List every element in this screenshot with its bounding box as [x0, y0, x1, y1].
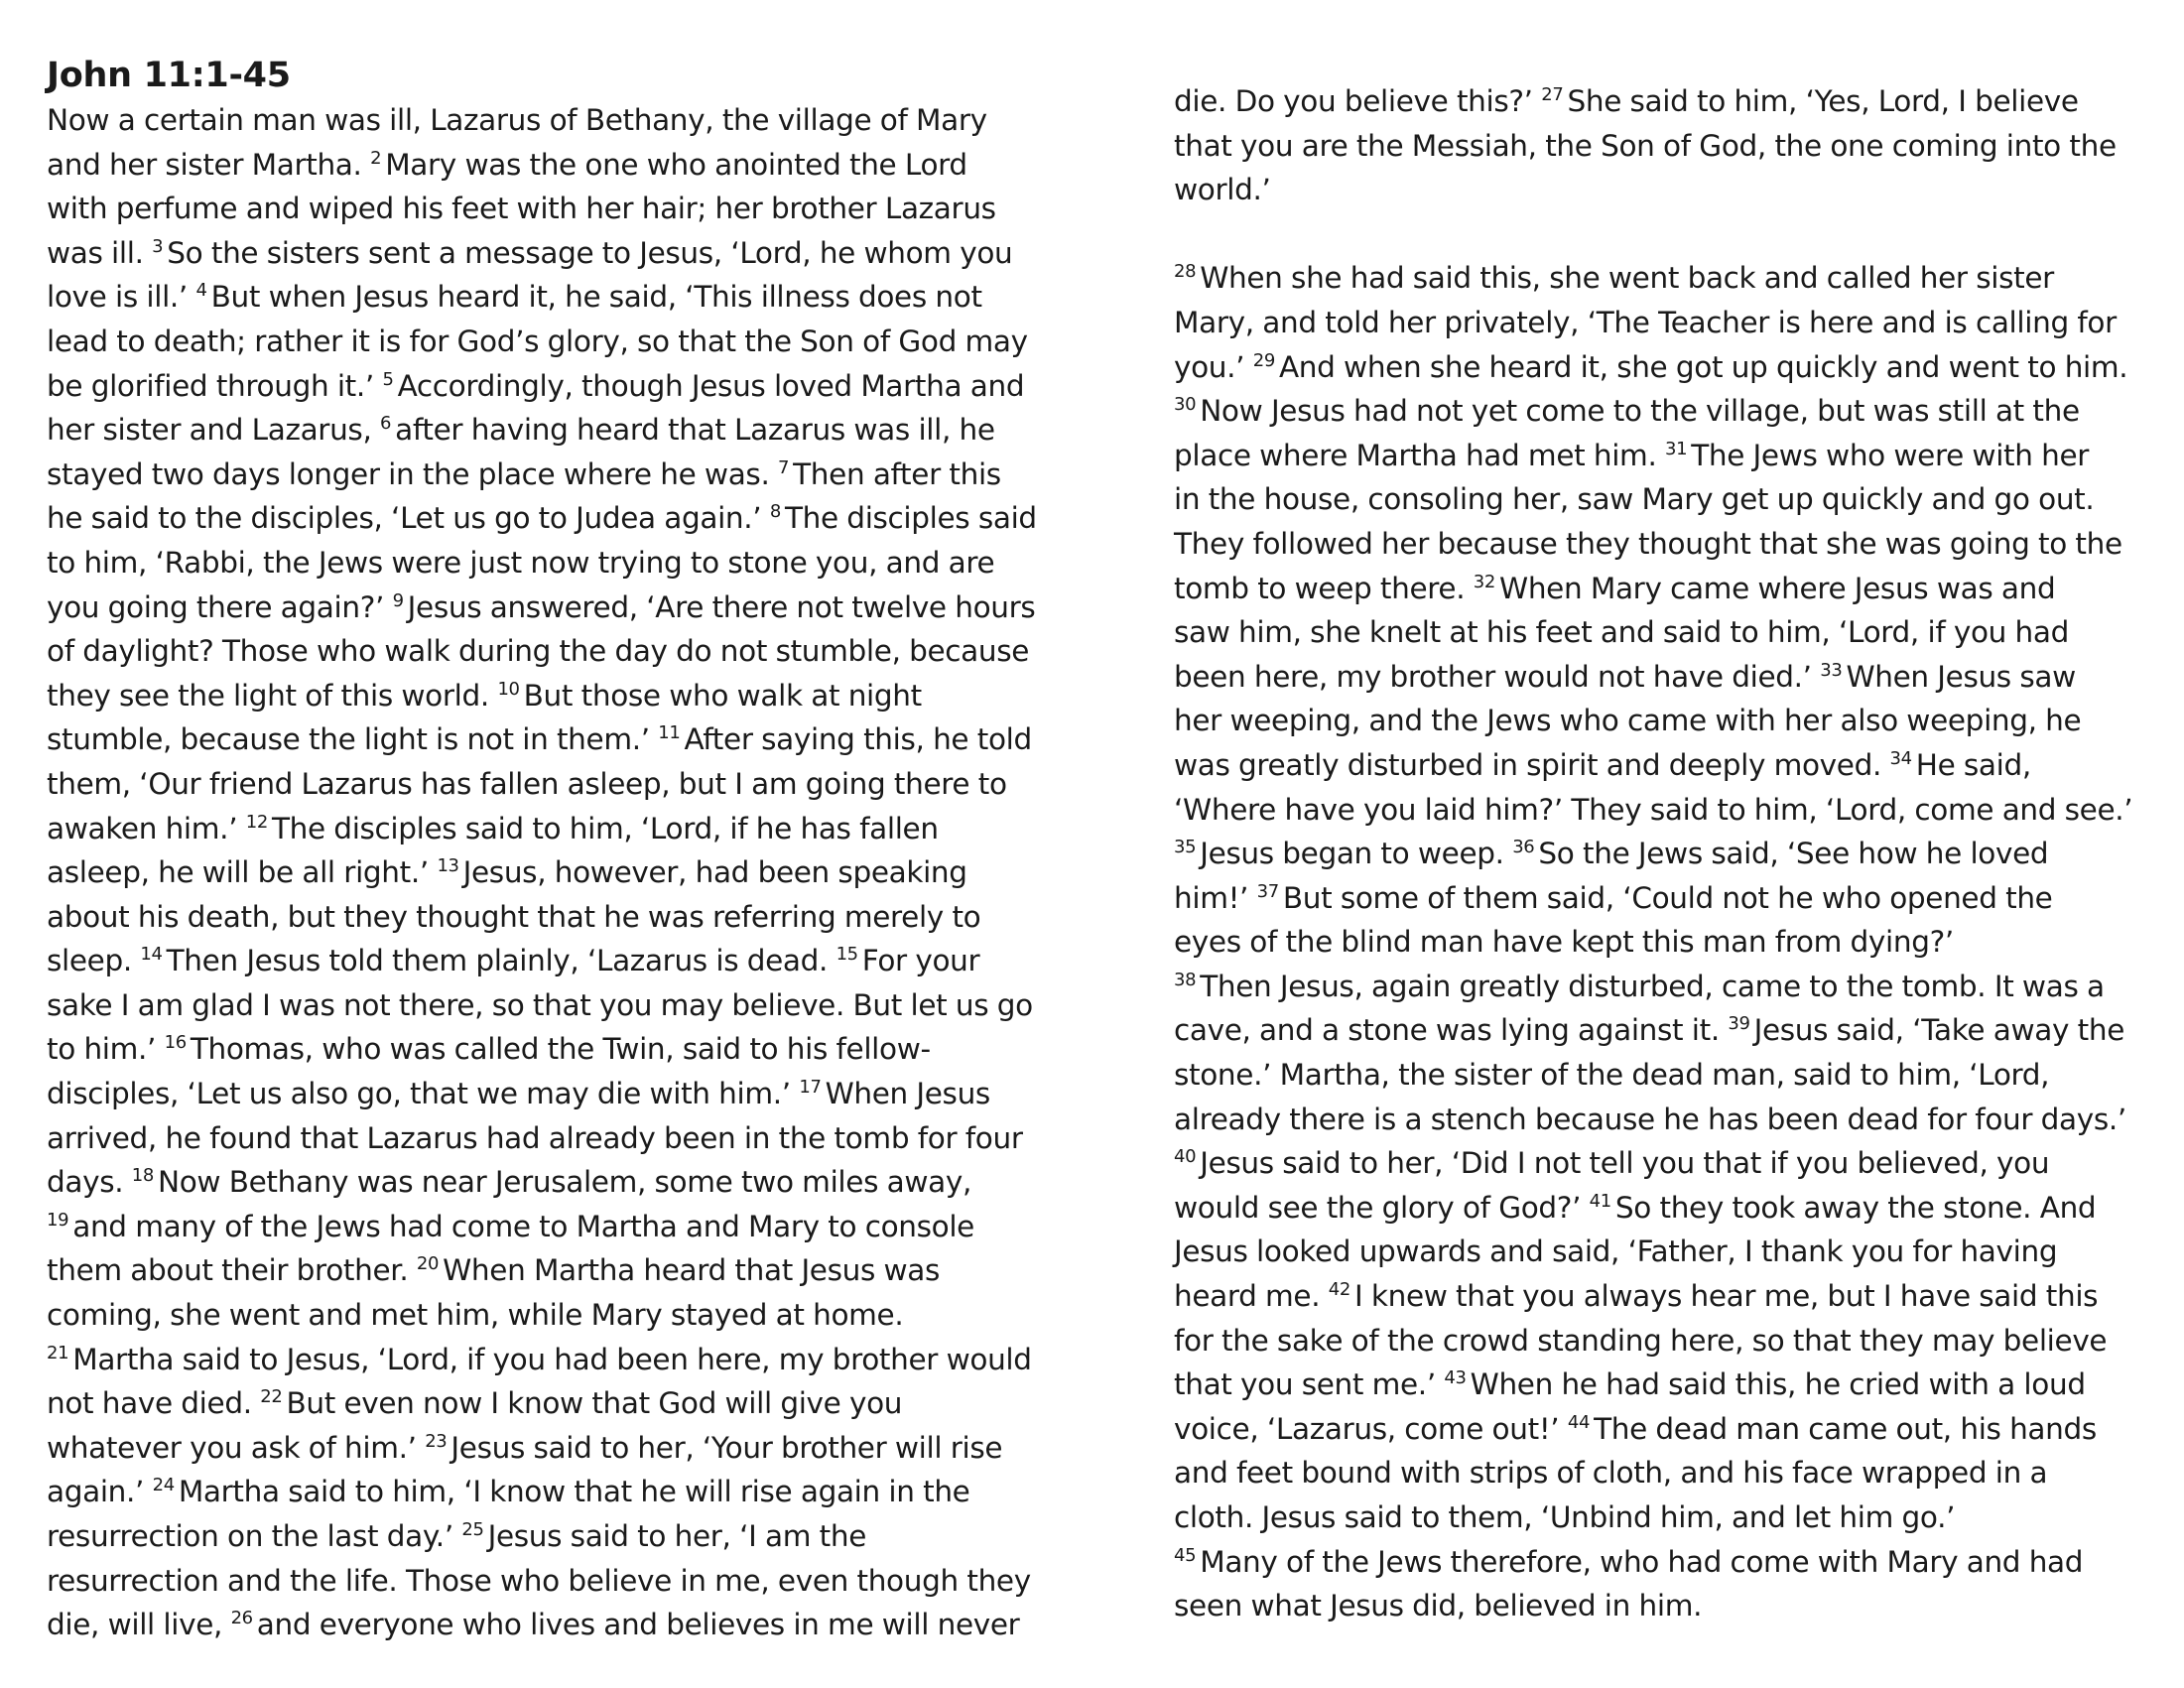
- verse-number: 27: [1541, 84, 1564, 105]
- verse-text: Many of the Jews therefore, who had come with Mary and had: [1200, 1544, 2084, 1579]
- verse-number: 21: [47, 1342, 69, 1363]
- text-line: [1174, 743, 2132, 788]
- verse-text: Now Bethany was near Jerusalem, some two miles away,: [158, 1165, 971, 1200]
- verse-text: She said to him, ‘Yes, Lord, I believe: [1567, 84, 2079, 118]
- verse-text: of daylight? Those who walk during the day do not stumble, because: [47, 634, 1030, 669]
- right-column: [1174, 79, 2132, 1628]
- verse-text: about his death, but they thought that he was referring merely to: [47, 899, 981, 934]
- verse-text: die, will live,: [47, 1608, 231, 1642]
- verse-text: I knew that you always hear me, but I have said this: [1354, 1279, 2099, 1314]
- verse-text: her sister and Lazarus,: [47, 413, 381, 448]
- verse-text: The disciples said to him, ‘Lord, if he has fallen: [271, 811, 939, 845]
- verse-number: 10: [497, 678, 520, 700]
- verse-number: 30: [1174, 394, 1197, 416]
- verse-text: When Martha heard that Jesus was: [443, 1253, 941, 1288]
- text-line: [1174, 567, 2132, 611]
- verse-text: coming, she went and met him, while Mary stayed at home.: [47, 1298, 904, 1333]
- verse-number: 39: [1728, 1013, 1750, 1035]
- text-line: [47, 939, 1037, 983]
- verse-text: to him, ‘Rabbi, the Jews were just now trying to stone you, and are: [47, 545, 995, 580]
- verse-text: was ill.: [47, 235, 153, 270]
- verse-text: again.’: [47, 1475, 153, 1509]
- verse-text: would see the glory of God?’: [1174, 1190, 1590, 1225]
- text-line: [47, 364, 1037, 409]
- text-line: [1174, 788, 2132, 833]
- text-line: [1174, 256, 2132, 301]
- verse-number: 2: [370, 147, 382, 169]
- text-line: [47, 1116, 1037, 1161]
- verse-text: and feet bound with strips of cloth, and his face wrapped in a: [1174, 1456, 2048, 1491]
- text-line: [47, 98, 1037, 143]
- verse-text: with perfume and wiped his feet with her hair; her brother Lazarus: [47, 192, 996, 226]
- verse-text: Jesus began to weep.: [1200, 837, 1513, 871]
- text-line: [47, 1514, 1037, 1559]
- verse-number: 8: [769, 501, 781, 523]
- text-line: [1174, 876, 2132, 921]
- paragraph-gap: [1174, 212, 2132, 257]
- verse-text: they see the light of this world.: [47, 678, 498, 713]
- verse-number: 4: [195, 280, 207, 302]
- verse-text: Martha said to him, ‘I know that he will rise again in the: [178, 1475, 970, 1509]
- text-line: [1174, 434, 2132, 478]
- verse-text: for the sake of the crowd standing here, so that they may believe: [1174, 1323, 2108, 1358]
- verse-text: not have died.: [47, 1386, 261, 1421]
- text-line: [47, 1338, 1037, 1382]
- verse-text: But those who walk at night: [523, 678, 922, 713]
- verse-text: in the house, consoling her, saw Mary get up quickly and go out.: [1174, 482, 2095, 517]
- text-line: [47, 275, 1037, 320]
- text-line: [1174, 920, 2132, 965]
- verse-text: Now Jesus had not yet come to the village, but was still at the: [1200, 394, 2080, 429]
- text-line: [47, 629, 1037, 674]
- verse-text: voice, ‘Lazarus, come out!’: [1174, 1411, 1568, 1446]
- verse-text: you.’: [1174, 349, 1253, 384]
- text-line: [1174, 1053, 2132, 1098]
- verse-number: 42: [1328, 1279, 1350, 1301]
- verse-text: place where Martha had met him.: [1174, 438, 1665, 472]
- verse-text: days.: [47, 1165, 132, 1200]
- verse-text: heard me.: [1174, 1279, 1329, 1314]
- verse-text: resurrection and the life. Those who believe in me, even though they: [47, 1563, 1031, 1598]
- verse-text: ‘Where have you laid him?’ They said to him, ‘Lord, come and see.’: [1174, 792, 2133, 827]
- text-line: [47, 1426, 1037, 1471]
- verse-text: whatever you ask of him.’: [47, 1430, 426, 1465]
- verse-number: 44: [1567, 1411, 1591, 1433]
- text-line: [47, 674, 1037, 718]
- text-line: [1174, 124, 2132, 169]
- text-line: [1174, 1319, 2132, 1363]
- verse-number: 35: [1174, 837, 1197, 858]
- passage-title: John 11:1-45: [47, 56, 291, 95]
- text-line: [47, 1027, 1037, 1072]
- verse-text: The dead man came out, his hands: [1594, 1411, 2097, 1446]
- verse-text: Mary was the one who anointed the Lord: [385, 147, 967, 182]
- text-line: [1174, 1141, 2132, 1186]
- verse-number: 19: [47, 1209, 69, 1231]
- text-line: [47, 231, 1037, 276]
- text-line: [1174, 1230, 2132, 1274]
- verse-text: When she had said this, she went back and called her sister: [1200, 261, 2054, 296]
- text-line: [47, 541, 1037, 585]
- text-line: [1174, 389, 2132, 434]
- verse-text: lead to death; rather it is for God’s glory, so that the Son of God may: [47, 324, 1028, 358]
- verse-text: When Jesus saw: [1846, 659, 2076, 694]
- verse-text: sake I am glad I was not there, so that you may believe. But let us go: [47, 987, 1033, 1022]
- verse-text: stone.’ Martha, the sister of the dead man, said to him, ‘Lord,: [1174, 1058, 2050, 1093]
- text-line: [1174, 168, 2132, 212]
- text-line: [1174, 1495, 2132, 1540]
- verse-text: Then Jesus, again greatly disturbed, came to the tomb. It was a: [1200, 969, 2105, 1003]
- verse-text: Then Jesus told them plainly, ‘Lazarus is dead.: [166, 944, 836, 978]
- text-line: [1174, 477, 2132, 522]
- verse-number: 16: [164, 1032, 187, 1054]
- verse-number: 13: [437, 855, 459, 877]
- text-line: [47, 1293, 1037, 1338]
- text-line: [47, 496, 1037, 541]
- verse-text: And when she heard it, she got up quickly and went to him.: [1278, 349, 2128, 384]
- text-line: [47, 1072, 1037, 1116]
- verse-text: asleep, he will be all right.’: [47, 855, 438, 890]
- verse-text: So the Jews said, ‘See how he loved: [1538, 837, 2049, 871]
- verse-text: resurrection on the last day.’: [47, 1519, 462, 1553]
- verse-text: die. Do you believe this?’: [1174, 84, 1542, 118]
- verse-text: Martha said to Jesus, ‘Lord, if you had been here, my brother would: [72, 1342, 1032, 1376]
- verse-text: them about their brother.: [47, 1253, 417, 1288]
- verse-text: he said to the disciples, ‘Let us go to Judea again.’: [47, 501, 770, 536]
- verse-number: 33: [1820, 659, 1843, 681]
- text-line: [47, 585, 1037, 630]
- verse-text: Jesus said to her, ‘Your brother will rise: [450, 1430, 1003, 1465]
- text-line: [1174, 610, 2132, 655]
- text-line: [47, 1470, 1037, 1514]
- text-line: [1174, 1008, 2132, 1053]
- text-line: [1174, 655, 2132, 700]
- verse-number: 7: [778, 456, 790, 478]
- verse-text: But some of them said, ‘Could not he who opened the: [1282, 880, 2053, 915]
- verse-number: 20: [416, 1253, 440, 1275]
- verse-number: 6: [380, 413, 392, 435]
- text-line: [1174, 1274, 2132, 1319]
- verse-number: 22: [260, 1386, 283, 1408]
- verse-text: tomb to weep there.: [1174, 571, 1474, 605]
- verse-number: 26: [230, 1608, 253, 1629]
- verse-text: He said,: [1915, 747, 2031, 782]
- verse-number: 29: [1252, 349, 1275, 371]
- verse-number: 9: [392, 589, 404, 611]
- verse-text: love is ill.’: [47, 280, 196, 315]
- verse-number: 14: [140, 944, 163, 966]
- verse-number: 25: [461, 1519, 484, 1540]
- verse-number: 31: [1665, 438, 1688, 459]
- verse-number: 38: [1174, 969, 1197, 990]
- text-line: [1174, 965, 2132, 1009]
- verse-text: They followed her because they thought that she was going to the: [1174, 526, 2122, 561]
- verse-text: arrived, he found that Lazarus had already been in the tomb for four: [47, 1120, 1023, 1155]
- verse-text: But even now I know that God will give you: [286, 1386, 903, 1421]
- verse-number: 36: [1512, 837, 1535, 858]
- text-line: [47, 320, 1037, 364]
- text-line: [1174, 832, 2132, 876]
- verse-text: But when Jesus heard it, he said, ‘This illness does not: [210, 280, 982, 315]
- text-line: [1174, 301, 2132, 345]
- verse-number: 34: [1889, 747, 1912, 769]
- verse-number: 41: [1589, 1190, 1611, 1212]
- verse-number: 43: [1444, 1367, 1467, 1389]
- text-line: [47, 1381, 1037, 1426]
- verse-text: and everyone who lives and believes in me will never: [256, 1608, 1020, 1642]
- verse-text: The Jews who were with her: [1691, 438, 2090, 472]
- verse-text: Thomas, who was called the Twin, said to his fellow-: [190, 1032, 931, 1067]
- verse-text: already there is a stench because he has been dead for four days.’: [1174, 1102, 2126, 1136]
- verse-text: disciples, ‘Let us also go, that we may die with him.’: [47, 1077, 800, 1111]
- verse-text: Jesus answered, ‘Are there not twelve hours: [407, 589, 1036, 624]
- verse-text: him!’: [1174, 880, 1257, 915]
- verse-text: Then after this: [793, 456, 1001, 491]
- text-line: [1174, 699, 2132, 743]
- verse-text: Mary, and told her privately, ‘The Teacher is here and is calling for: [1174, 305, 2117, 339]
- verse-number: 40: [1174, 1146, 1197, 1168]
- verse-text: So the sisters sent a message to Jesus, ‘Lord, he whom you: [167, 235, 1013, 270]
- text-line: [47, 807, 1037, 851]
- verse-text: that you sent me.’: [1174, 1367, 1445, 1402]
- verse-number: 5: [382, 368, 394, 390]
- verse-number: 15: [835, 944, 858, 966]
- verse-number: 28: [1174, 261, 1197, 283]
- text-line: [47, 1559, 1037, 1604]
- verse-text: stumble, because the light is not in them.’: [47, 722, 659, 757]
- verse-text: The disciples said: [784, 501, 1037, 536]
- text-line: [1174, 345, 2132, 390]
- verse-text: and many of the Jews had come to Martha and Mary to console: [72, 1209, 974, 1243]
- verse-text: When Mary came where Jesus was and: [1499, 571, 2056, 605]
- verse-text: her weeping, and the Jews who came with her also weeping, he: [1174, 704, 2082, 738]
- verse-text: After saying this, he told: [684, 722, 1032, 757]
- text-line: [47, 983, 1037, 1028]
- verse-text: Jesus looked upwards and said, ‘Father, I thank you for having: [1174, 1234, 2058, 1269]
- text-line: [47, 453, 1037, 497]
- text-line: [1174, 522, 2132, 567]
- verse-text: cloth. Jesus said to them, ‘Unbind him, and let him go.’: [1174, 1500, 1956, 1534]
- verse-text: you going there again?’: [47, 589, 393, 624]
- text-line: [47, 143, 1037, 188]
- verse-number: 3: [152, 235, 164, 257]
- verse-text: For your: [861, 944, 980, 978]
- verse-number: 12: [245, 811, 268, 833]
- text-line: [1174, 1363, 2132, 1407]
- text-line: [47, 187, 1037, 231]
- verse-text: stayed two days longer in the place where he was.: [47, 456, 779, 491]
- verse-text: Jesus, however, had been speaking: [462, 855, 967, 890]
- verse-text: to him.’: [47, 1032, 165, 1067]
- verse-text: been here, my brother would not have died.’: [1174, 659, 1821, 694]
- verse-text: When he had said this, he cried with a loud: [1470, 1367, 2086, 1402]
- left-column: [47, 98, 1037, 1647]
- verse-text: So they took away the stone. And: [1614, 1190, 2097, 1225]
- text-line: [1174, 1584, 2132, 1628]
- text-line: [1174, 1540, 2132, 1585]
- text-line: [47, 1248, 1037, 1293]
- text-line: [47, 895, 1037, 940]
- text-line: [47, 1160, 1037, 1205]
- verse-text: them, ‘Our friend Lazarus has fallen asleep, but I am going there to: [47, 766, 1007, 801]
- text-line: [47, 850, 1037, 895]
- text-line: [47, 1205, 1037, 1249]
- verse-text: Now a certain man was ill, Lazarus of Bethany, the village of Mary: [47, 103, 987, 137]
- verse-text: Jesus said to her, ‘I am the: [487, 1519, 866, 1553]
- verse-text: cave, and a stone was lying against it.: [1174, 1013, 1729, 1048]
- verse-number: 17: [799, 1077, 822, 1099]
- verse-number: 45: [1174, 1544, 1197, 1566]
- text-line: [47, 1603, 1037, 1647]
- text-line: [1174, 1098, 2132, 1142]
- verse-text: When Jesus: [825, 1077, 990, 1111]
- verse-text: saw him, she knelt at his feet and said to him, ‘Lord, if you had: [1174, 615, 2070, 650]
- verse-text: be glorified through it.’: [47, 368, 383, 403]
- text-line: [1174, 1407, 2132, 1452]
- verse-text: and her sister Martha.: [47, 147, 371, 182]
- verse-text: that you are the Messiah, the Son of God, the one coming into the: [1174, 128, 2117, 163]
- verse-text: world.’: [1174, 173, 1271, 207]
- verse-text: seen what Jesus did, believed in him.: [1174, 1589, 1703, 1623]
- verse-number: 23: [425, 1430, 448, 1452]
- verse-number: 37: [1256, 880, 1279, 902]
- verse-text: was greatly disturbed in spirit and deeply moved.: [1174, 747, 1890, 782]
- verse-text: after having heard that Lazarus was ill, he: [395, 413, 995, 448]
- verse-number: 24: [152, 1475, 175, 1496]
- text-line: [1174, 1451, 2132, 1495]
- verse-text: sleep.: [47, 944, 141, 978]
- verse-number: 18: [131, 1165, 155, 1187]
- text-line: [47, 717, 1037, 762]
- verse-text: Accordingly, though Jesus loved Martha and: [397, 368, 1025, 403]
- text-line: [1174, 79, 2132, 124]
- verse-text: Jesus said, ‘Take away the: [1753, 1013, 2124, 1048]
- verse-number: 32: [1473, 571, 1495, 592]
- verse-text: Jesus said to her, ‘Did I not tell you that if you believed, you: [1200, 1146, 2050, 1181]
- verse-text: awaken him.’: [47, 811, 246, 845]
- verse-text: eyes of the blind man have kept this man from dying?’: [1174, 925, 1954, 960]
- text-line: [1174, 1186, 2132, 1231]
- text-line: [47, 408, 1037, 453]
- text-line: [47, 762, 1037, 807]
- verse-number: 11: [658, 722, 681, 744]
